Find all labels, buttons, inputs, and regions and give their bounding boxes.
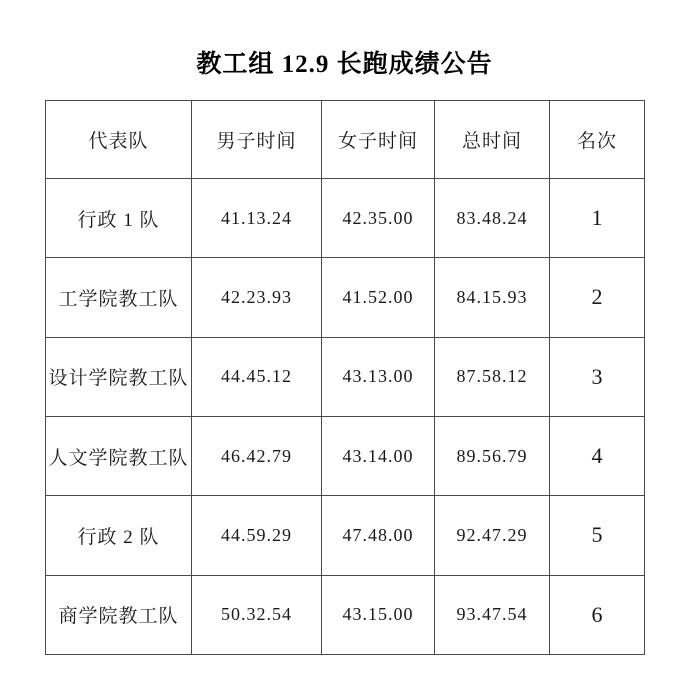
cell-team: 行政 2 队 xyxy=(46,496,192,575)
cell-women-time: 43.14.00 xyxy=(322,416,435,495)
table-body xyxy=(46,179,645,655)
cell-rank: 1 xyxy=(550,179,645,258)
cell-men-time: 44.45.12 xyxy=(192,337,322,416)
cell-women-time: 43.13.00 xyxy=(322,337,435,416)
column-header-rank: 名次 xyxy=(550,101,645,179)
table-row xyxy=(46,496,645,575)
cell-women-time: 42.35.00 xyxy=(322,179,435,258)
cell-rank: 5 xyxy=(550,496,645,575)
cell-rank: 3 xyxy=(550,337,645,416)
cell-team: 工学院教工队 xyxy=(46,258,192,337)
header-row xyxy=(46,101,645,179)
cell-rank: 6 xyxy=(550,575,645,654)
cell-men-time: 44.59.29 xyxy=(192,496,322,575)
results-table xyxy=(45,100,645,655)
cell-total-time: 84.15.93 xyxy=(435,258,550,337)
table-row xyxy=(46,258,645,337)
table-row xyxy=(46,179,645,258)
page-title: 教工组 12.9 长跑成绩公告 xyxy=(196,51,493,78)
cell-total-time: 93.47.54 xyxy=(435,575,550,654)
column-header-team: 代表队 xyxy=(46,101,192,179)
cell-team: 设计学院教工队 xyxy=(46,337,192,416)
column-header-men-time: 男子时间 xyxy=(192,101,322,179)
cell-women-time: 47.48.00 xyxy=(322,496,435,575)
cell-women-time: 41.52.00 xyxy=(322,258,435,337)
cell-men-time: 50.32.54 xyxy=(192,575,322,654)
cell-total-time: 92.47.29 xyxy=(435,496,550,575)
cell-total-time: 83.48.24 xyxy=(435,179,550,258)
cell-men-time: 41.13.24 xyxy=(192,179,322,258)
cell-total-time: 87.58.12 xyxy=(435,337,550,416)
column-header-total-time: 总时间 xyxy=(435,101,550,179)
cell-men-time: 46.42.79 xyxy=(192,416,322,495)
cell-total-time: 89.56.79 xyxy=(435,416,550,495)
column-header-women-time: 女子时间 xyxy=(322,101,435,179)
table-row xyxy=(46,337,645,416)
cell-women-time: 43.15.00 xyxy=(322,575,435,654)
cell-team: 行政 1 队 xyxy=(46,179,192,258)
table-row xyxy=(46,416,645,495)
cell-team: 商学院教工队 xyxy=(46,575,192,654)
cell-rank: 4 xyxy=(550,416,645,495)
cell-team: 人文学院教工队 xyxy=(46,416,192,495)
cell-rank: 2 xyxy=(550,258,645,337)
table-row xyxy=(46,575,645,654)
cell-men-time: 42.23.93 xyxy=(192,258,322,337)
table-header xyxy=(46,101,645,179)
